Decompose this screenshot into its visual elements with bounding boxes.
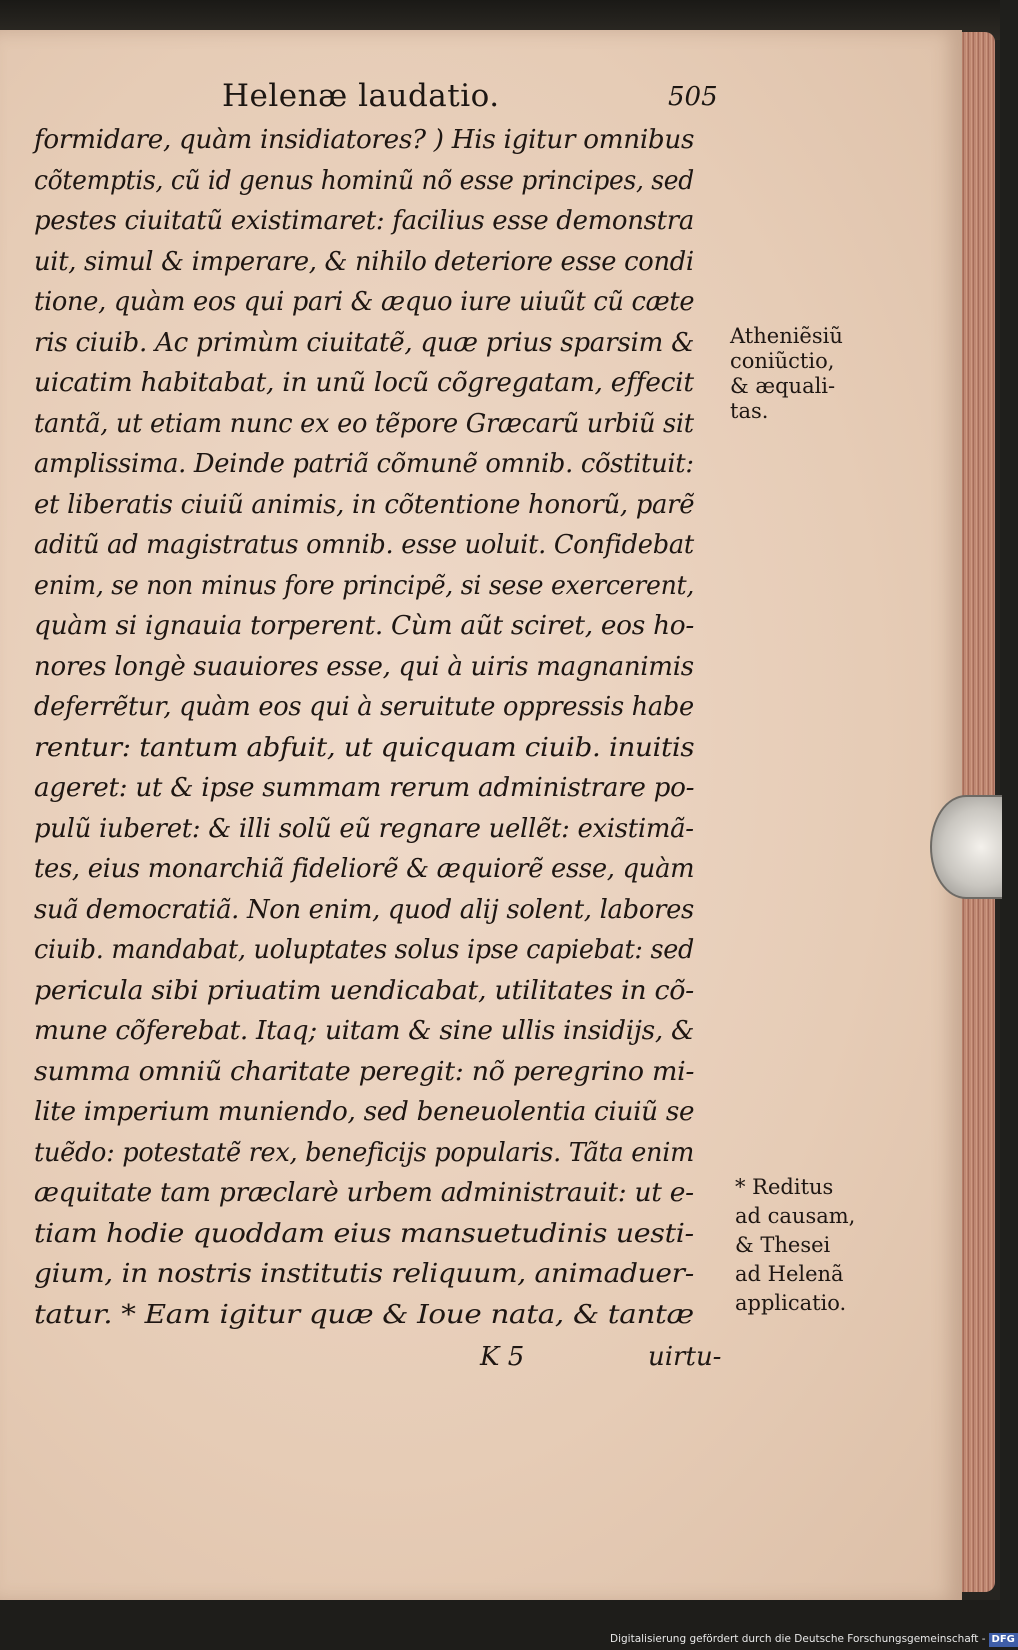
text-line: mune cõferebat. Itaq; uitam & sine ullis insidijs, &	[34, 1016, 695, 1046]
text-line: et liberatis ciuiũ animis, in cõtentione honorũ, parẽ	[34, 489, 695, 520]
margin-note-line: ad Helenã	[735, 1262, 844, 1286]
margin-note-line: coniũctio,	[730, 349, 835, 373]
text-line: ris ciuib. Ac primùm ciuitatẽ, quæ prius sparsim &	[34, 327, 695, 358]
text-line: gium, in nostris institutis reliquum, animaduer-	[34, 1259, 694, 1289]
running-head: Helenæ laudatio.	[222, 78, 500, 114]
text-line: uit, simul & imperare, & nihilo deteriore esse condi	[34, 246, 694, 277]
margin-note-reditus	[735, 1173, 855, 1318]
text-line: amplissima. Deinde patriã cõmunẽ omnib. cõstituit:	[34, 449, 694, 479]
dfg-logo: DFG	[989, 1633, 1018, 1647]
text-line: tuẽdo: potestatẽ rex, beneficijs popularis. Tãta enim	[34, 1137, 695, 1168]
body-text	[34, 120, 734, 1335]
text-line: tione, quàm eos qui pari & æquo iure uiuũt cũ cæte	[34, 287, 695, 317]
text-line: tes, eius monarchiã fideliorẽ & æquiorẽ esse, quàm	[34, 854, 695, 884]
text-line: uicatim habitabat, in unũ locũ cõgregatam, effecit	[34, 368, 694, 398]
margin-note-line: ad causam,	[735, 1204, 856, 1228]
text-line: lite imperium muniendo, sed beneuolentia ciuiũ se	[34, 1097, 695, 1127]
text-line: ageret: ut & ipse summam rerum administrare po-	[34, 773, 695, 803]
text-line: tantã, ut etiam nunc ex eo tẽpore Græcarũ urbiũ sit	[34, 408, 694, 439]
signature-mark: K 5	[480, 1342, 525, 1372]
text-line: tatur. * Eam igitur quæ & Ioue nata, & tantæ	[34, 1299, 694, 1330]
text-line: pericula sibi priuatim uendicabat, utilitates in cõ-	[34, 975, 694, 1006]
margin-note-line: & Thesei	[735, 1233, 831, 1257]
text-line: pestes ciuitatũ existimaret: facilius esse demonstra	[34, 206, 695, 236]
text-line: quàm si ignauia torperent. Cùm aũt sciret, eos ho-	[34, 611, 694, 641]
text-line: summa omniũ charitate peregit: nõ peregrino mi-	[34, 1056, 695, 1087]
text-line: ciuib. mandabat, uoluptates solus ipse capiebat: sed	[34, 935, 695, 965]
text-line: deferrẽtur, quàm eos qui à seruitute oppressis habe	[34, 692, 694, 722]
margin-note-line: tas.	[730, 399, 769, 423]
margin-note-athenian-union	[730, 324, 843, 424]
text-line: rentur: tantum abfuit, ut quicquam ciuib. inuitis	[34, 732, 695, 763]
margin-note-line: & æquali-	[730, 374, 836, 398]
catchword: uirtu-	[648, 1342, 722, 1372]
text-line: æquitate tam præclarè urbem administrauit: ut e-	[34, 1178, 694, 1208]
credit-text: Digitalisierung gefördert durch die Deutsche Forschungsgemeinschaft -	[610, 1633, 986, 1645]
text-line: enim, se non minus fore principẽ, si sese exercerent,	[34, 570, 695, 601]
text-line: cõtemptis, cũ id genus hominũ nõ esse principes, sed	[34, 165, 694, 196]
text-line: nores longè suauiores esse, qui à uiris magnanimis	[34, 651, 694, 682]
page-number: 505	[668, 82, 718, 112]
text-line: formidare, quàm insidiatores? ) His igitur omnibus	[34, 125, 695, 155]
text-line: tiam hodie quoddam eius mansuetudinis uesti-	[34, 1218, 694, 1249]
text-line: suã democratiã. Non enim, quod alij solent, labores	[34, 894, 695, 925]
page-header	[0, 78, 962, 118]
page-clip	[930, 795, 1002, 899]
margin-note-line: Atheniẽsiũ	[730, 324, 843, 348]
text-line: aditũ ad magistratus omnib. esse uoluit. Confidebat	[34, 530, 694, 560]
margin-note-line: applicatio.	[735, 1291, 847, 1315]
digitization-credit	[610, 1628, 1015, 1650]
margin-note-line: * Reditus	[735, 1175, 834, 1199]
text-line: pulũ iuberet: & illi solũ eũ regnare uellẽt: existimã-	[34, 813, 694, 844]
